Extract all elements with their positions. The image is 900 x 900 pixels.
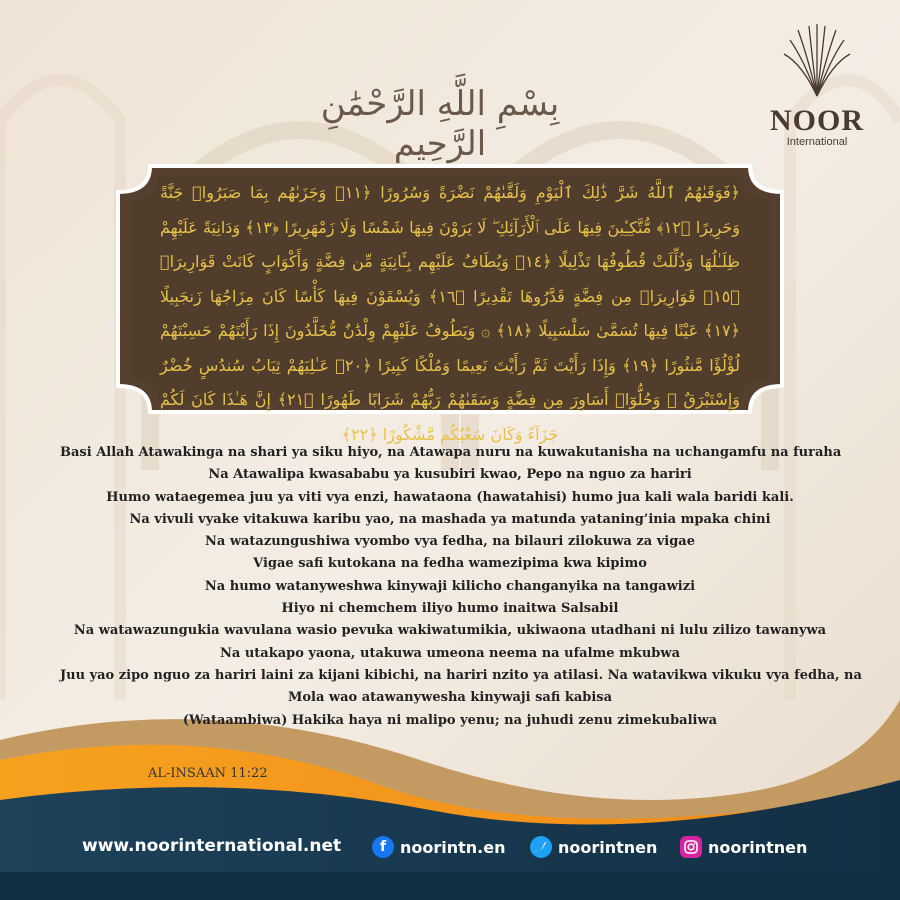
translation-line: (Wataambiwa) Hakika haya ni malipo yenu; na juhudi zenu zimekubaliwa [182, 712, 718, 728]
sunburst-icon [782, 24, 852, 98]
facebook-icon: f [372, 836, 394, 858]
translation-line: Basi Allah Atawakinga na shari ya siku hiyo, na Atawapa nuru na kuwakutanisha na uchangamfu na furaha [60, 445, 842, 460]
twitter-link[interactable] [530, 836, 657, 858]
twitter-icon [530, 836, 552, 858]
instagram-handle: noorintnen [708, 837, 808, 857]
quran-verses-arabic: ﴿فَوَقَىٰهُمُ ٱللَّهُ شَرَّ ذَٰلِكَ ٱلْيَوْمِ وَلَقَّىٰهُمْ نَضْرَةً وَسُرُورًا ﴿١١﴾ وَجَزَىٰهُم بِمَا صَبَرُوا۟ جَنَّةً وَحَرِيرًا ﴿١٢﴾ مُّتَّكِـِٔينَ فِيهَا عَلَى ٱلْأَرَآئِكِ ۖ لَا يَرَوْنَ فِيهَا شَمْسًا وَلَا زَمْهَرِيرًا ﴿١٣﴾ وَدَانِيَةً عَلَيْهِمْ ظِلَـٰلُهَا وَذُلِّلَتْ قُطُوفُهَا تَذْلِيلًا ﴿١٤﴾ وَيُطَافُ عَلَيْهِم بِـَٔانِيَةٍ مِّن فِضَّةٍ وَأَكْوَابٍ كَانَتْ قَوَارِيرَا۠ ﴿١٥﴾ قَوَارِيرَا۟ مِن فِضَّةٍ قَدَّرُوهَا تَقْدِيرًا ﴿١٦﴾ وَيُسْقَوْنَ فِيهَا كَأْسًا كَانَ مِزَاجُهَا زَنجَبِيلًا ﴿١٧﴾ عَيْنًا فِيهَا تُسَمَّىٰ سَلْسَبِيلًا ﴿١٨﴾ ۞ وَيَطُوفُ عَلَيْهِمْ وِلْدَٰنٌ مُّخَلَّدُونَ إِذَا رَأَيْتَهُمْ حَسِبْتَهُمْ لُؤْلُؤًا مَّنثُورًا ﴿١٩﴾ وَإِذَا رَأَيْتَ ثَمَّ رَأَيْتَ نَعِيمًا وَمُلْكًا كَبِيرًا ﴿٢٠﴾ عَـٰلِيَهُمْ ثِيَابُ سُندُسٍ خُضْرٌ وَإِسْتَبْرَقٌ ۖ وَحُلُّوٓا۟ أَسَاوِرَ مِن فِضَّةٍ وَسَقَىٰهُمْ رَبُّهُمْ شَرَابًا طَهُورًا ﴿٢١﴾ إِنَّ هَـٰذَا كَانَ لَكُمْ جَزَآءً وَكَانَ سَعْيُكُم مَّشْكُورًا ﴿٢٢﴾ [160, 183, 741, 444]
brand-subtitle: International [786, 136, 848, 148]
translation-line: Na watazungushiwa vyombo vya fedha, na bilauri zilokuwa za vigae [204, 534, 695, 550]
brand-name: NOOR [770, 104, 864, 137]
verse-reference: AL-INSAAN 11:22 [148, 766, 268, 781]
basmala-calligraphy: بِسْمِ اللَّهِ الرَّحْمَٰنِ الرَّحِيمِ [320, 84, 560, 164]
translation-line: Na utakapo yaona, utakuwa umeona neema na ufalme mkubwa [219, 645, 680, 661]
translation-line: Humo wataegemea juu ya viti vya enzi, hawataona (hawatahisi) humo jua kali wala baridi kali. [106, 489, 794, 505]
twitter-handle: noorintnen [558, 837, 658, 857]
translation-line: Na watawazungukia wavulana wasio pevuka wakiwatumikia, ukiwaona utadhani ni lulu zilizo tawanywa [73, 623, 827, 639]
translation-line: Mola wao atawanywesha kinywaji safi kabisa [287, 690, 613, 706]
translation-line: Na humo watanyweshwa kinywaji kilicho changanyika na tangawizi [204, 578, 696, 594]
translation-line: Na Atawalipa kwasababu ya kusubiri kwao, Pepo na nguo za hariri [208, 467, 692, 483]
translation-line: Juu yao zipo nguo za hariri laini za kijani kibichi, na hariri nzito ya atilasi. Na watavikwa vikuku vya fedha, na [60, 667, 862, 683]
facebook-handle: noorintn.en [400, 837, 506, 857]
translation-line: Na vivuli vyake vitakuwa karibu yao, na mashada ya matunda yataning’inia mpaka chini [129, 511, 771, 527]
translation-line: Hiyo ni chemchem iliyo humo inaitwa Salsabil [281, 601, 619, 617]
swahili-translation [60, 442, 862, 732]
brand-logo [752, 24, 882, 148]
footer-bar [0, 828, 900, 868]
instagram-link[interactable] [680, 836, 807, 858]
translation-line: Vigae safi kutokana na fedha wamezipima kwa kipimo [253, 556, 647, 572]
website-link[interactable]: www.noorinternational.net [82, 836, 342, 856]
facebook-link[interactable] [372, 836, 506, 858]
instagram-icon [680, 836, 702, 858]
